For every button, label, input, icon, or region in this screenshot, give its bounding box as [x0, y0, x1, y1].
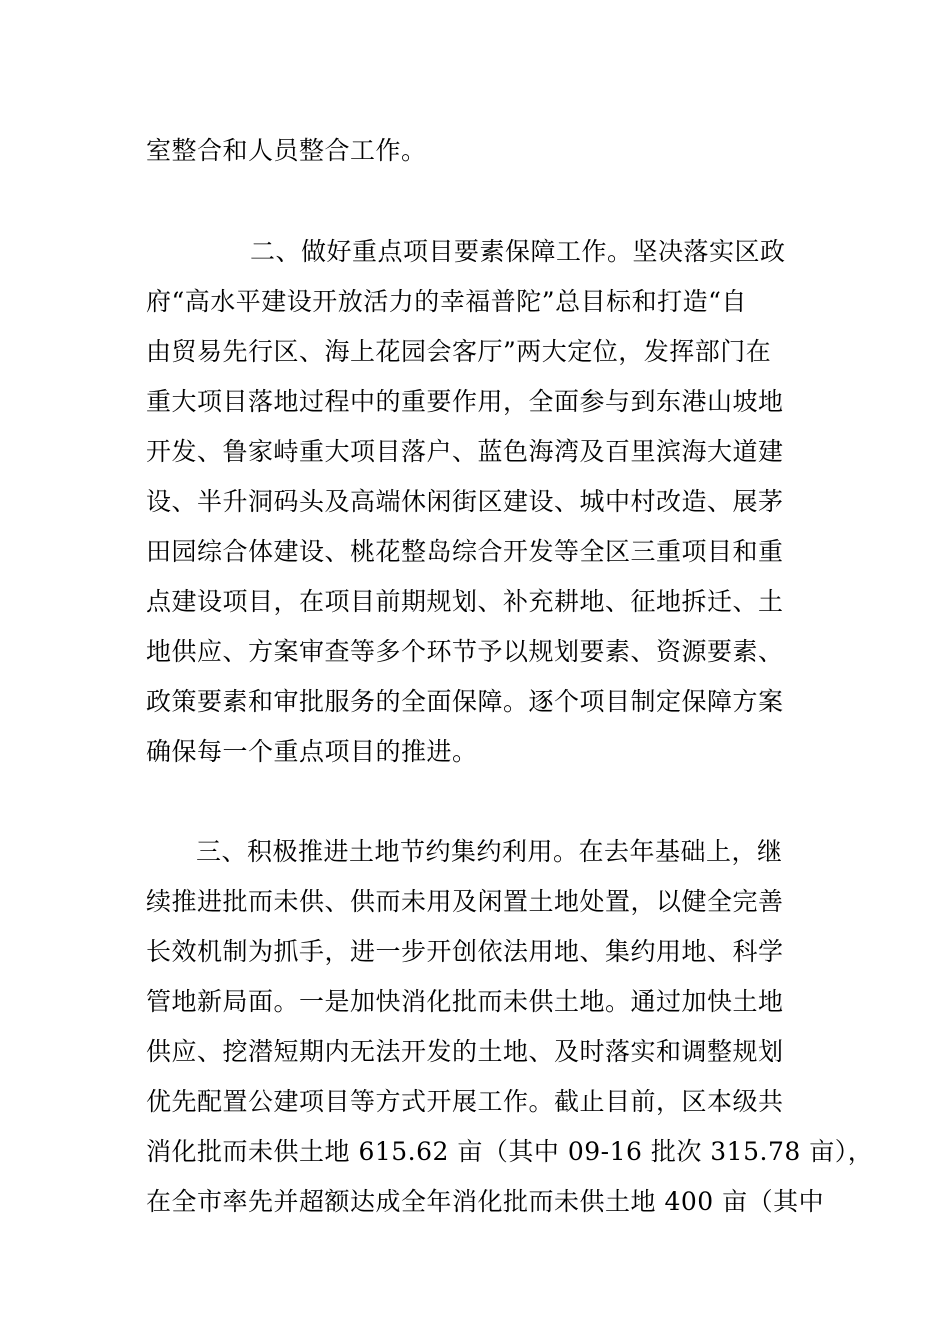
paragraph-2-line-4: 重大项目落地过程中的重要作用，全面参与到东港山坡地 — [146, 387, 784, 416]
paragraph-2-line-8: 点建设项目，在项目前期规划、补充耕地、征地拆迁、土 — [146, 587, 784, 616]
paragraph-3-line-6: 优先配置公建项目等方式开展工作。截止目前，区本级共 — [146, 1087, 784, 1116]
paragraph-3-line-1: 三、积极推进土地节约集约利用。在去年基础上，继 — [196, 837, 783, 866]
paragraph-3-line-8: 在全市率先并超额达成全年消化批而未供土地 400 亩（其中 — [146, 1187, 825, 1216]
paragraph-2-line-10: 政策要素和审批服务的全面保障。逐个项目制定保障方案 — [146, 687, 784, 716]
paragraph-3-line-7: 消化批而未供土地 615.62 亩（其中 09-16 批次 315.78 亩）， — [146, 1137, 874, 1166]
paragraph-2-line-6: 设、半升洞码头及高端休闲街区建设、城中村改造、展茅 — [146, 487, 784, 516]
paragraph-2-line-11: 确保每一个重点项目的推进。 — [146, 737, 478, 766]
paragraph-1-line-1: 室整合和人员整合工作。 — [146, 136, 427, 165]
paragraph-3-line-3: 长效机制为抓手，进一步开创依法用地、集约用地、科学 — [146, 937, 784, 966]
paragraph-2-line-1: 二、做好重点项目要素保障工作。坚决落实区政 — [250, 237, 786, 266]
paragraph-2-line-3: 由贸易先行区、海上花园会客厅”两大定位，发挥部门在 — [146, 337, 772, 366]
paragraph-2-line-7: 田园综合体建设、桃花整岛综合开发等全区三重项目和重 — [146, 537, 784, 566]
paragraph-3-line-5: 供应、挖潜短期内无法开发的土地、及时落实和调整规划 — [146, 1037, 784, 1066]
paragraph-2-line-9: 地供应、方案审查等多个环节予以规划要素、资源要素、 — [146, 637, 784, 666]
paragraph-3-line-2: 续推进批而未供、供而未用及闲置土地处置，以健全完善 — [146, 887, 784, 916]
paragraph-2-line-2: 府“高水平建设开放活力的幸福普陀”总目标和打造“自 — [146, 287, 747, 316]
paragraph-2-line-5: 开发、鲁家峙重大项目落户、蓝色海湾及百里滨海大道建 — [146, 437, 784, 466]
paragraph-3-line-4: 管地新局面。一是加快消化批而未供土地。通过加快土地 — [146, 987, 784, 1016]
